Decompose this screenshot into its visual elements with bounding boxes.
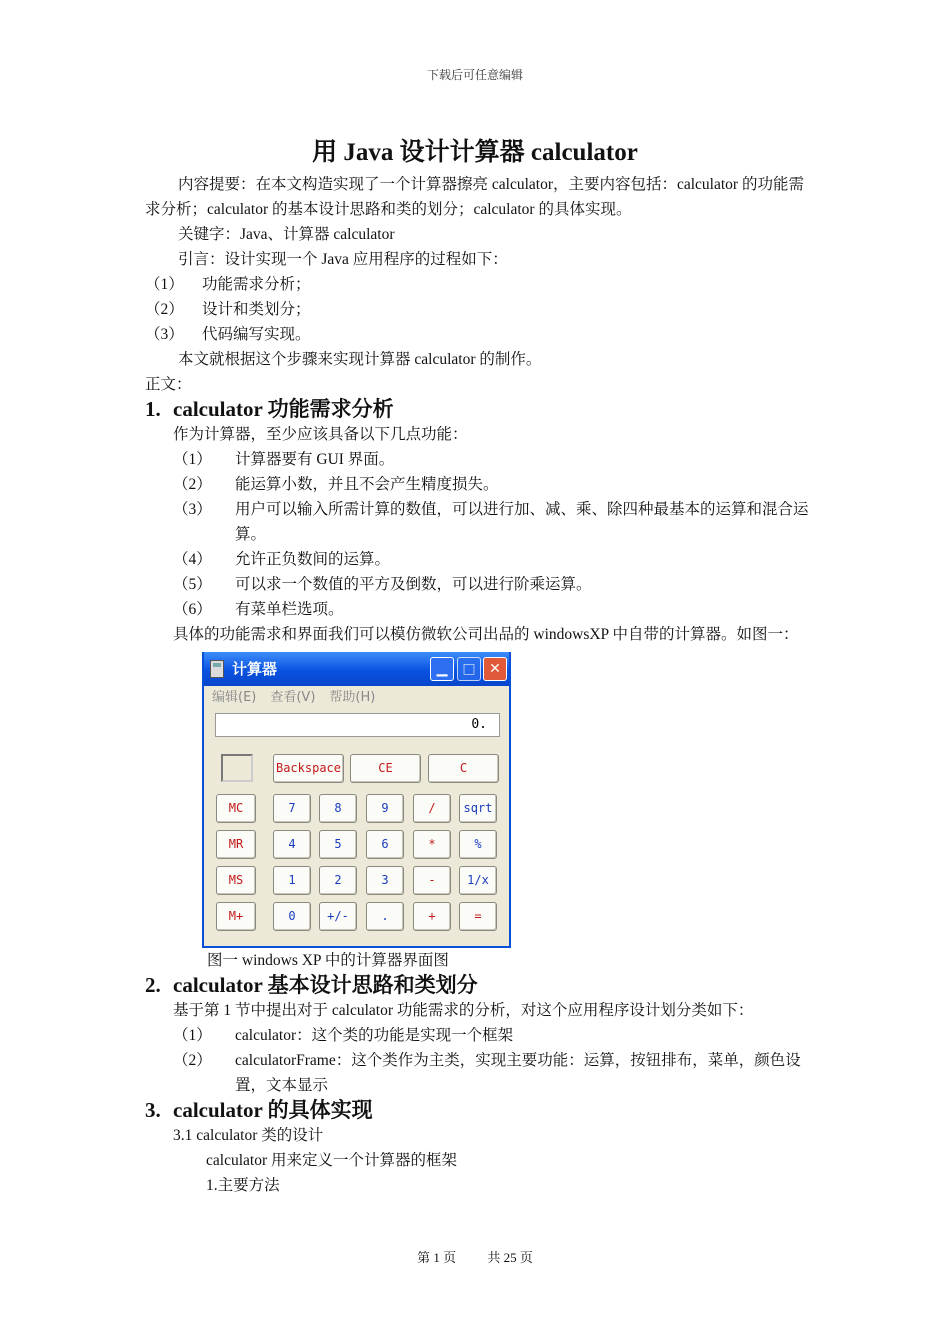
maximize-icon: □ (457, 657, 481, 681)
list-item: （3） 用户可以输入所需计算的数值，可以进行加、减、乘、除四种最基本的运算和混合运算。 (173, 501, 809, 543)
subsection-heading: 3.1 calculator 类的设计 (173, 1127, 324, 1144)
divide-key: / (413, 794, 451, 823)
key-6: 6 (366, 830, 404, 859)
section-3-heading: 3. calculator 的具体实现 (145, 1098, 373, 1122)
key-1: 1 (273, 866, 311, 895)
key-3: 3 (366, 866, 404, 895)
list-item: （1） 功能需求分析； (145, 276, 311, 293)
mr-key: MR (216, 830, 256, 859)
page-footer (0, 1247, 950, 1266)
figure-caption: 图一 windows XP 中的计算器界面图 (207, 952, 449, 969)
key-2: 2 (319, 866, 357, 895)
section-2-heading: 2. calculator 基本设计思路和类划分 (145, 973, 478, 997)
minimize-icon: ▁ (430, 657, 454, 681)
section-2-lead: 基于第 1 节中提出对于 calculator 功能需求的分析，对这个应用程序设计划分类如下： (173, 1002, 754, 1019)
mplus-key: M+ (216, 902, 256, 931)
key-9: 9 (366, 794, 404, 823)
subsection-method: 1.主要方法 (206, 1177, 280, 1194)
list-item: （5） 可以求一个数值的平方及倒数，可以进行阶乘运算。 (173, 576, 592, 593)
equals-key: = (459, 902, 497, 931)
list-item: （2） 设计和类划分； (145, 301, 311, 318)
negate-key: +/- (319, 902, 357, 931)
close-icon: ✕ (483, 657, 507, 681)
add-key: + (413, 902, 451, 931)
percent-key: % (459, 830, 497, 859)
key-7: 7 (273, 794, 311, 823)
menu-help: 帮助(H) (329, 689, 376, 705)
list-item: （2） calculatorFrame：这个类作为主类，实现主要功能：运算，按钮排布，菜单，颜色设置，文本显示 (173, 1052, 801, 1094)
calculator-menubar (204, 686, 509, 708)
body-label: 正文： (145, 376, 192, 393)
reciprocal-key: 1/x (459, 866, 497, 895)
ce-key: CE (350, 754, 421, 783)
mc-key: MC (216, 794, 256, 823)
intro: 引言：设计实现一个 Java 应用程序的过程如下： (178, 251, 508, 268)
sqrt-key: sqrt (459, 794, 497, 823)
list-item: （3） 代码编写实现。 (145, 326, 311, 343)
list-item: （6） 有菜单栏选项。 (173, 601, 344, 618)
page-number: 第 1 页 (417, 1250, 457, 1265)
basis-text: 本文就根据这个步骤来实现计算器 calculator 的制作。 (178, 351, 542, 368)
list-item: （2） 能运算小数，并且不会产生精度损失。 (173, 476, 499, 493)
memory-indicator (221, 754, 253, 782)
subtract-key: - (413, 866, 451, 895)
key-0: 0 (273, 902, 311, 931)
page-header: 下载后可任意编辑 (426, 68, 523, 82)
key-4: 4 (273, 830, 311, 859)
section-1-lead: 作为计算器，至少应该具备以下几点功能： (173, 426, 468, 443)
calculator-display: 0. (215, 713, 500, 737)
backspace-key: Backspace (273, 754, 344, 783)
document-body (145, 172, 810, 1198)
abstract: 内容提要：在本文构造实现了一个计算器擦亮 calculator，主要内容包括：calculator 的功能需求分析；calculator 的基本设计思路和类的划分；calculator 的具体实现。 (145, 176, 804, 218)
calculator-window-title: 计算器 (232, 659, 278, 678)
multiply-key: * (413, 830, 451, 859)
calculator-app-icon (210, 660, 224, 678)
decimal-key: . (366, 902, 404, 931)
key-8: 8 (319, 794, 357, 823)
list-item: （1） calculator：这个类的功能是实现一个框架 (173, 1027, 514, 1044)
menu-view: 查看(V) (270, 689, 316, 705)
document-title: 用 Java 设计计算器 calculator (312, 139, 638, 166)
subsection-description: calculator 用来定义一个计算器的框架 (206, 1152, 457, 1169)
list-item: （1） 计算器要有 GUI 界面。 (173, 451, 395, 468)
calculator-figure (202, 652, 511, 948)
list-item: （4） 允许正负数间的运算。 (173, 551, 391, 568)
ms-key: MS (216, 866, 256, 895)
menu-edit: 编辑(E) (212, 689, 257, 705)
section-1-heading: 1. calculator 功能需求分析 (145, 397, 394, 421)
key-5: 5 (319, 830, 357, 859)
c-key: C (428, 754, 499, 783)
section-1-tail: 具体的功能需求和界面我们可以模仿微软公司出品的 windowsXP 中自带的计算器。如图一： (173, 626, 799, 643)
page-total: 共 25 页 (487, 1250, 533, 1265)
keywords: 关键字：Java、计算器 calculator (178, 226, 395, 243)
